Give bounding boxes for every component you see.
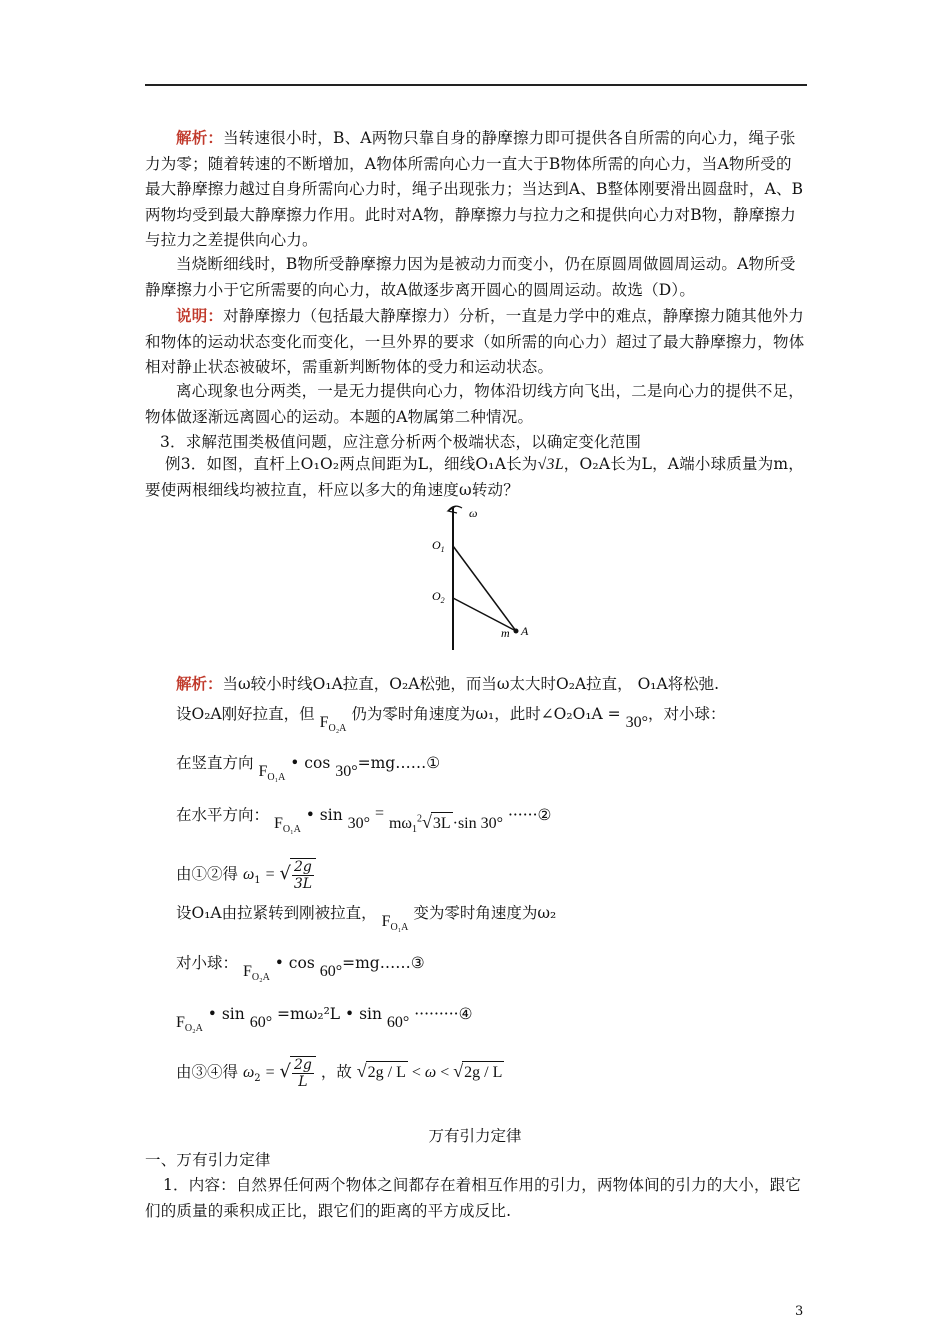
law-content: 1．内容：自然界任何两个物体之间都存在着相互作用的引力，两物体间的引力的大小，跟它们的质量的乘积成正比，跟它们的距离的平方成反比.: [145, 1176, 802, 1220]
rod-figure: [420, 500, 540, 652]
omega-label: ω: [469, 506, 478, 520]
paragraph-centrifugal: 离心现象也分两类，一是无力提供向心力，物体沿切线方向飞出，二是向心力的提供不足，物体做逐渐远离圆心的运动。本题的A物属第二种情况。: [145, 382, 805, 426]
analysis-label: 解析：: [176, 128, 224, 147]
note-text: 对静摩擦力（包括最大静摩擦力）分析，一直是力学中的难点，静摩擦力随其他外力和物体的运动状态变化而变化，一旦外界的要求（如所需的向心力）超过了最大静摩擦力，物体相对静止状态被破坏，需重新判断物体的受力和运动状态。: [145, 307, 805, 376]
note-label: 说明：: [176, 306, 224, 325]
header-rule: [145, 84, 807, 86]
paragraph-note: [145, 303, 807, 381]
equation-3: 对小球： $F_{O_2A}$ • cos 60°=mg……③: [176, 954, 425, 984]
subsection-heading: 一、万有引力定律: [145, 1151, 271, 1169]
point-a-label: A: [521, 624, 529, 638]
heading-range-problems: 3．求解范围类极值问题，应注意分析两个极端状态，以确定变化范围: [160, 433, 642, 451]
solution-line-1: 解析：当ω较小时线O₁A拉直，O₂A松弛，而当ω太大时O₂A拉直， O₁A将松弛.: [176, 674, 720, 693]
ball-a: [514, 629, 519, 634]
equation-1: 在竖直方向 $F_{O_1A}$ • cos 30°=mg……①: [176, 754, 441, 784]
analysis-text: 当转速很小时，B、A两物只靠自身的静摩擦力即可提供各自所需的向心力，绳子张力为零；随着转速的不断增加，A物体所需向心力一直大于B物体所需的向心力，当A物所受的最大静摩擦力越过自身所需向心力时，绳子出现张力；当达到A、B整体刚要滑出圆盘时，A、B两物均受到最大静摩擦力作用。此时对A物，静摩擦力与拉力之和提供向心力对B物，静摩擦力与拉力之差提供向心力。: [145, 129, 804, 249]
example-3: 例3．如图，直杆上O₁O₂两点间距为L，细线O₁A长为√3L，O₂A长为L，A端小球质量为m，要使两根细线均被拉直，杆应以多大的角速度ω转动？: [145, 455, 804, 499]
solution-line-2: 设O₂A刚好拉直，但 $F_{O_2A}$ 仍为零时角速度为ω₁，此时∠O₂O₁A = 30°，对小球：: [176, 705, 726, 735]
o1-label: $O_1$: [432, 538, 445, 554]
solution-line-6: 设O₁A由拉紧转到刚被拉直， $F_{O_1A}$ 变为零时角速度为ω₂: [176, 904, 557, 934]
equation-2: 在水平方向： $F_{O_1A}$ • $\sin 30^\circ = m\omega_1^2√3L \cdot\sin$ 30° ······②: [176, 805, 552, 836]
mass-label: m: [501, 626, 510, 640]
section-title: 万有引力定律: [428, 1127, 522, 1145]
result-omega-range: 由③④得 $\omega_2$ = √ $\frac{2g}{L}$ ，故 √2g / L < ω < √2g / L: [176, 1057, 503, 1090]
o2-label: $O_2$: [432, 589, 445, 605]
string-o1a: [453, 546, 516, 631]
result-omega-1: 由①②得 $\omega_1$ = √ $\frac{2g}{3L}$: [176, 858, 316, 892]
paragraph-cut-thread: 当烧断细线时，B物所受静摩擦力因为是被动力而变小，仍在原圆周做圆周运动。A物所受静摩擦力小于它所需要的向心力，故A做逐步离开圆心的圆周运动。故选（D）。: [145, 255, 796, 299]
page-number: 3: [795, 1304, 804, 1319]
paragraph-analysis: [145, 125, 807, 254]
equation-4: $F_{O_2A}$ • sin 60° =mω₂²L • sin 60° ·········④: [176, 1005, 473, 1035]
